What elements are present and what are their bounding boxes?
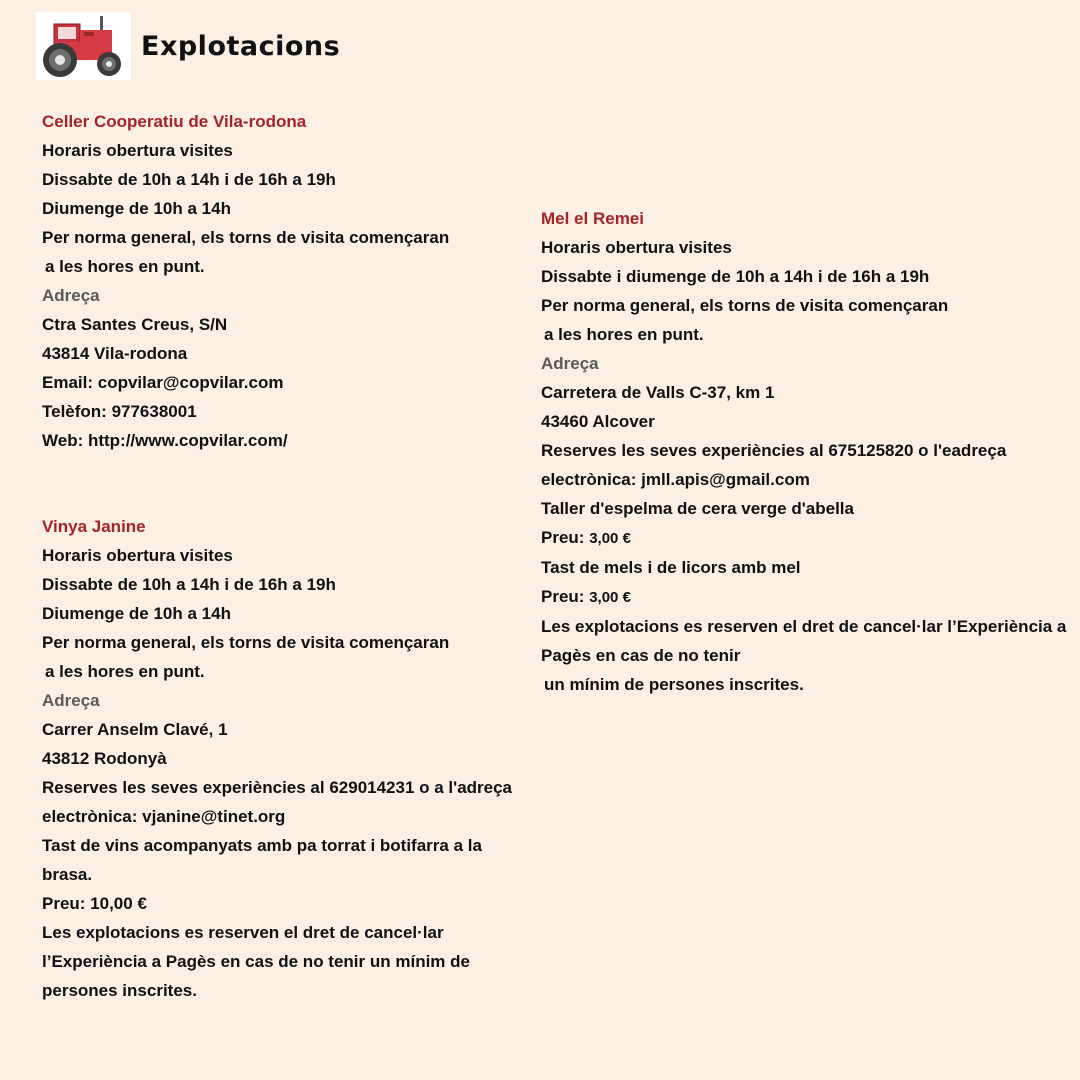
experience-title: Tast de mels i de licors amb mel [541,558,801,577]
schedule-line: Dissabte de 10h a 14h i de 16h a 19h [42,170,336,189]
farm-card-mel-el-remei [541,204,1071,699]
price-line [541,523,1071,553]
schedule-line: Dissabte de 10h a 14h i de 16h a 19h [42,575,336,594]
farm-card-celler-vila-rodona [42,107,512,455]
address-line: 43460 Alcover [541,412,655,431]
price-line [541,582,1071,612]
price-label: Preu: [541,528,585,547]
address-line: Ctra Santes Creus, S/N [42,315,228,334]
cancellation-note: l’Experiència a Pagès en cas de no tenir un mínim de [42,952,470,971]
price-label: Preu: [541,587,585,606]
schedule-heading: Horaris obertura visites [541,238,732,257]
price-line: Preu: 10,00 € [42,894,147,913]
farm-name: Celler Cooperatiu de Vila-rodona [42,112,307,131]
address-label: Adreça [541,354,599,373]
address-label: Adreça [42,286,100,305]
cancellation-note: Pagès en cas de no tenir [541,646,741,665]
cancellation-note: Les explotacions es reserven el dret de cancel·lar [42,923,444,942]
address-line: Carretera de Valls C-37, km 1 [541,383,775,402]
experience-title: Taller d'espelma de cera verge d'abella [541,499,854,518]
price-value: 3,00 € [589,530,631,547]
schedule-note: Per norma general, els torns de visita començaran [42,633,450,652]
schedule-note: a les hores en punt. [45,257,205,276]
experience-title: Tast de vins acompanyats amb pa torrat i botifarra a la [42,836,482,855]
cancellation-note: Les explotacions es reserven el dret de cancel·lar l’Experiència a [541,617,1067,636]
schedule-heading: Horaris obertura visites [42,141,233,160]
page-title: Explotacions [141,30,341,62]
cancellation-note: persones inscrites. [42,981,197,1000]
address-line: 43814 Vila-rodona [42,344,188,363]
cancellation-note: un mínim de persones inscrites. [544,675,804,694]
schedule-line: Dissabte i diumenge de 10h a 14h i de 16h a 19h [541,267,930,286]
schedule-note: Per norma general, els torns de visita començaran [541,296,949,315]
reservation-line: Reserves les seves experiències al 675125820 o l'eadreça [541,441,1007,460]
email-line[interactable]: Email: copvilar@copvilar.com [42,373,284,392]
email-line[interactable]: electrònica: jmll.apis@gmail.com [541,470,810,489]
address-label: Adreça [42,691,100,710]
farm-name: Vinya Janine [42,517,146,536]
reservation-line: Reserves les seves experiències al 629014231 o a l'adreça [42,778,513,797]
schedule-note: a les hores en punt. [45,662,205,681]
farm-name: Mel el Remei [541,209,644,228]
schedule-note: Per norma general, els torns de visita començaran [42,228,450,247]
schedule-line: Diumenge de 10h a 14h [42,604,231,623]
farm-card-vinya-janine [42,512,512,1005]
tractor-icon [36,12,131,80]
web-line[interactable]: Web: http://www.copvilar.com/ [42,431,288,450]
phone-line[interactable]: Telèfon: 977638001 [42,402,197,421]
experience-title: brasa. [42,865,93,884]
price-value: 3,00 € [589,589,631,606]
address-line: 43812 Rodonyà [42,749,167,768]
address-line: Carrer Anselm Clavé, 1 [42,720,228,739]
schedule-heading: Horaris obertura visites [42,546,233,565]
schedule-note: a les hores en punt. [544,325,704,344]
email-line[interactable]: electrònica: vjanine@tinet.org [42,807,286,826]
page-header [36,12,340,80]
schedule-line: Diumenge de 10h a 14h [42,199,231,218]
